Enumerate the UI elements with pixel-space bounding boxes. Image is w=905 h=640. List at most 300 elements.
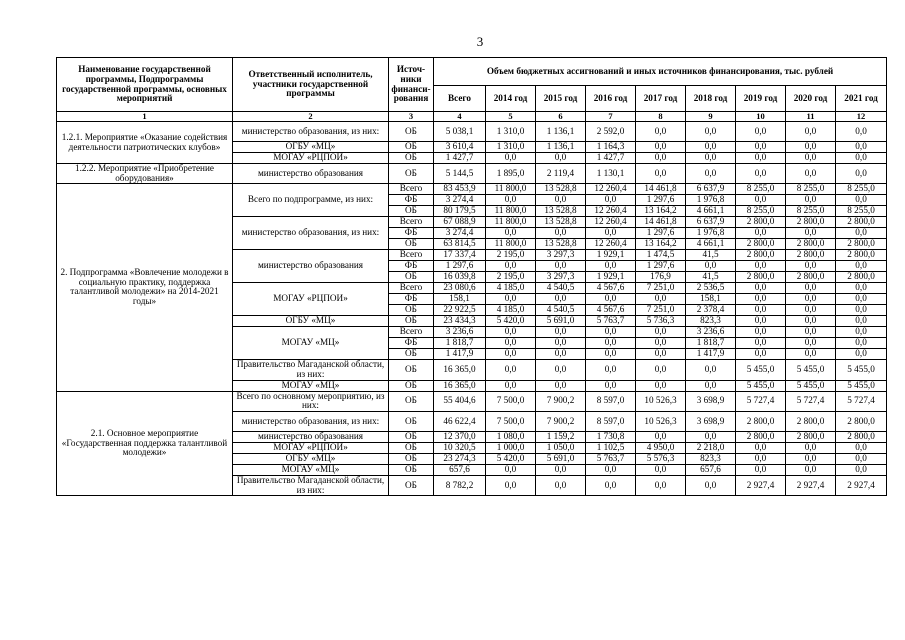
year-value-cell: 0,0: [536, 195, 586, 206]
column-index: 1: [57, 112, 233, 122]
year-value-cell: 8 597,0: [586, 411, 636, 431]
column-index: 12: [836, 112, 887, 122]
year-value-cell: 7 900,2: [536, 391, 586, 411]
year-value-cell: 41,5: [686, 272, 736, 283]
total-value-cell: 158,1: [434, 294, 486, 305]
year-value-cell: 5 455,0: [736, 360, 786, 380]
year-value-cell: 0,0: [586, 294, 636, 305]
executor-cell: министерство образования, из них:: [233, 217, 389, 250]
executor-cell: МОГАУ «МЦ»: [233, 327, 389, 360]
year-value-cell: 0,0: [686, 431, 736, 442]
year-value-cell: 1 130,1: [586, 164, 636, 184]
year-value-cell: 0,0: [736, 164, 786, 184]
year-value-cell: 0,0: [786, 327, 836, 338]
executor-cell: Всего по подпрограмме, из них:: [233, 184, 389, 217]
col-header-funding: Объем бюджетных ассигнований и иных источников финансирования, тыс. рублей: [434, 58, 887, 86]
source-cell: ОБ: [389, 411, 434, 431]
year-value-cell: 12 260,4: [586, 206, 636, 217]
source-cell: ОБ: [389, 305, 434, 316]
year-value-cell: 1 976,8: [686, 228, 736, 239]
year-value-cell: 0,0: [786, 261, 836, 272]
year-value-cell: 13 528,8: [536, 239, 586, 250]
total-value-cell: 657,6: [434, 464, 486, 475]
executor-cell: министерство образования: [233, 250, 389, 283]
source-cell: Всего: [389, 184, 434, 195]
total-value-cell: 1 818,7: [434, 338, 486, 349]
year-value-cell: 1 164,3: [586, 142, 636, 153]
year-value-cell: 2 927,4: [836, 475, 887, 495]
year-value-cell: 1 929,1: [586, 250, 636, 261]
executor-cell: МОГАУ «РЦПОИ»: [233, 442, 389, 453]
year-value-cell: 7 500,0: [486, 411, 536, 431]
table-row: [57, 164, 887, 184]
page-number: 3: [476, 34, 484, 49]
year-value-cell: 2 800,0: [786, 272, 836, 283]
year-value-cell: 0,0: [586, 349, 636, 360]
total-value-cell: 3 236,6: [434, 327, 486, 338]
year-value-cell: 0,0: [636, 327, 686, 338]
year-value-cell: 0,0: [786, 464, 836, 475]
year-value-cell: 7 251,0: [636, 283, 686, 294]
year-value-cell: 6 637,9: [686, 184, 736, 195]
year-value-cell: 12 260,4: [586, 239, 636, 250]
year-value-cell: 0,0: [536, 228, 586, 239]
year-value-cell: 0,0: [786, 442, 836, 453]
table-body: [57, 122, 887, 496]
year-value-cell: 0,0: [786, 338, 836, 349]
total-value-cell: 23 274,3: [434, 453, 486, 464]
col-header-year: 2021 год: [836, 86, 887, 112]
executor-cell: Правительство Магаданской области, из них:: [233, 360, 389, 380]
column-index: 2: [233, 112, 389, 122]
year-value-cell: 0,0: [586, 380, 636, 391]
source-cell: Всего: [389, 327, 434, 338]
source-cell: ФБ: [389, 261, 434, 272]
year-value-cell: 2 195,0: [486, 272, 536, 283]
col-header-program: Наименование государственной программы, Подпрограммы государственной программы, основных мероприятий: [57, 58, 233, 112]
year-value-cell: 0,0: [586, 475, 636, 495]
year-value-cell: 0,0: [836, 153, 887, 164]
year-value-cell: 5 736,3: [636, 316, 686, 327]
year-value-cell: 4 950,0: [636, 442, 686, 453]
total-value-cell: 5 038,1: [434, 122, 486, 142]
year-value-cell: 0,0: [536, 327, 586, 338]
year-value-cell: 14 461,8: [636, 184, 686, 195]
column-index: 6: [536, 112, 586, 122]
source-cell: ОБ: [389, 122, 434, 142]
year-value-cell: 0,0: [736, 442, 786, 453]
executor-cell: Правительство Магаданской области, из них:: [233, 475, 389, 495]
column-index: 3: [389, 112, 434, 122]
year-value-cell: 5 420,0: [486, 453, 536, 464]
year-value-cell: 1 080,0: [486, 431, 536, 442]
year-value-cell: 0,0: [636, 360, 686, 380]
year-value-cell: 0,0: [586, 464, 636, 475]
year-value-cell: 0,0: [636, 142, 686, 153]
year-value-cell: 0,0: [786, 349, 836, 360]
column-index-row: [57, 112, 887, 122]
total-value-cell: 23 434,3: [434, 316, 486, 327]
year-value-cell: 0,0: [736, 142, 786, 153]
year-value-cell: 5 455,0: [836, 380, 887, 391]
year-value-cell: 2 800,0: [836, 431, 887, 442]
year-value-cell: 0,0: [536, 360, 586, 380]
year-value-cell: 1 050,0: [536, 442, 586, 453]
year-value-cell: 0,0: [686, 475, 736, 495]
year-value-cell: 1 297,6: [636, 195, 686, 206]
executor-cell: ОГБУ «МЦ»: [233, 142, 389, 153]
year-value-cell: 0,0: [686, 261, 736, 272]
year-value-cell: 0,0: [786, 122, 836, 142]
year-value-cell: 8 255,0: [736, 184, 786, 195]
executor-cell: министерство образования, из них:: [233, 411, 389, 431]
year-value-cell: 7 900,2: [536, 411, 586, 431]
year-value-cell: 0,0: [536, 338, 586, 349]
source-cell: ОБ: [389, 464, 434, 475]
total-value-cell: 3 274,4: [434, 228, 486, 239]
year-value-cell: 0,0: [836, 164, 887, 184]
year-value-cell: 0,0: [486, 153, 536, 164]
year-value-cell: 2 927,4: [786, 475, 836, 495]
total-value-cell: 12 370,0: [434, 431, 486, 442]
year-value-cell: 5 420,0: [486, 316, 536, 327]
year-value-cell: 0,0: [786, 453, 836, 464]
year-value-cell: 13 164,2: [636, 206, 686, 217]
year-value-cell: 2 800,0: [786, 411, 836, 431]
source-cell: ОБ: [389, 164, 434, 184]
year-value-cell: 5 455,0: [786, 360, 836, 380]
year-value-cell: 5 691,0: [536, 453, 586, 464]
total-value-cell: 83 453,9: [434, 184, 486, 195]
col-header-source: Источ-ники финанси-рования: [389, 58, 434, 112]
year-value-cell: 5 727,4: [736, 391, 786, 411]
year-value-cell: 2 800,0: [786, 217, 836, 228]
year-value-cell: 0,0: [586, 360, 636, 380]
year-value-cell: 1 159,2: [536, 431, 586, 442]
year-value-cell: 4 661,1: [686, 206, 736, 217]
program-name-cell: 2.1. Основное мероприятие «Государственная поддержка талантливой молодежи»: [57, 391, 233, 496]
year-value-cell: 1 297,6: [636, 261, 686, 272]
year-value-cell: 3 297,3: [536, 250, 586, 261]
year-value-cell: 0,0: [586, 228, 636, 239]
year-value-cell: 5 763,7: [586, 316, 636, 327]
year-value-cell: 0,0: [536, 153, 586, 164]
year-value-cell: 0,0: [736, 261, 786, 272]
year-value-cell: 13 164,2: [636, 239, 686, 250]
year-value-cell: 0,0: [636, 122, 686, 142]
year-value-cell: 0,0: [736, 453, 786, 464]
budget-table: [56, 57, 887, 496]
year-value-cell: 0,0: [736, 349, 786, 360]
column-index: 11: [786, 112, 836, 122]
year-value-cell: 0,0: [736, 316, 786, 327]
total-value-cell: 22 922,5: [434, 305, 486, 316]
source-cell: ОБ: [389, 453, 434, 464]
executor-cell: министерство образования, из них:: [233, 122, 389, 142]
year-value-cell: 2 800,0: [736, 272, 786, 283]
year-value-cell: 0,0: [486, 261, 536, 272]
total-value-cell: 16 365,0: [434, 360, 486, 380]
executor-cell: Всего по основному мероприятию, из них:: [233, 391, 389, 411]
year-value-cell: 0,0: [736, 327, 786, 338]
year-value-cell: 3 698,9: [686, 391, 736, 411]
executor-cell: МОГАУ «РЦПОИ»: [233, 283, 389, 316]
year-value-cell: 2 800,0: [836, 239, 887, 250]
total-value-cell: 10 320,5: [434, 442, 486, 453]
year-value-cell: 2 119,4: [536, 164, 586, 184]
year-value-cell: 0,0: [686, 122, 736, 142]
column-index: 5: [486, 112, 536, 122]
year-value-cell: 0,0: [586, 195, 636, 206]
year-value-cell: 1 929,1: [586, 272, 636, 283]
year-value-cell: 5 455,0: [836, 360, 887, 380]
year-value-cell: 0,0: [836, 142, 887, 153]
year-value-cell: 2 218,0: [686, 442, 736, 453]
year-value-cell: 0,0: [836, 261, 887, 272]
executor-cell: ОГБУ «МЦ»: [233, 453, 389, 464]
year-value-cell: 0,0: [486, 475, 536, 495]
col-header-total: Всего: [434, 86, 486, 112]
source-cell: ОБ: [389, 391, 434, 411]
col-header-executor: Ответственный исполнитель, участники государственной программы: [233, 58, 389, 112]
year-value-cell: 2 800,0: [836, 411, 887, 431]
year-value-cell: 1 474,5: [636, 250, 686, 261]
year-value-cell: 11 800,0: [486, 184, 536, 195]
year-value-cell: 0,0: [586, 327, 636, 338]
col-header-year: 2019 год: [736, 86, 786, 112]
source-cell: ОБ: [389, 316, 434, 327]
year-value-cell: 0,0: [736, 153, 786, 164]
year-value-cell: 4 567,6: [586, 283, 636, 294]
total-value-cell: 23 080,6: [434, 283, 486, 294]
year-value-cell: 0,0: [786, 195, 836, 206]
year-value-cell: 0,0: [836, 316, 887, 327]
year-value-cell: 0,0: [636, 338, 686, 349]
source-cell: ОБ: [389, 239, 434, 250]
year-value-cell: 0,0: [786, 164, 836, 184]
total-value-cell: 55 404,6: [434, 391, 486, 411]
year-value-cell: 0,0: [636, 475, 686, 495]
year-value-cell: 7 500,0: [486, 391, 536, 411]
year-value-cell: 0,0: [836, 453, 887, 464]
year-value-cell: 0,0: [486, 464, 536, 475]
year-value-cell: 2 800,0: [736, 239, 786, 250]
year-value-cell: 0,0: [486, 349, 536, 360]
year-value-cell: 0,0: [786, 228, 836, 239]
year-value-cell: 176,9: [636, 272, 686, 283]
year-value-cell: 2 195,0: [486, 250, 536, 261]
year-value-cell: 0,0: [586, 261, 636, 272]
source-cell: ОБ: [389, 153, 434, 164]
year-value-cell: 0,0: [486, 327, 536, 338]
year-value-cell: 0,0: [636, 294, 686, 305]
source-cell: ОБ: [389, 272, 434, 283]
header-row: [57, 58, 887, 86]
year-value-cell: 0,0: [736, 464, 786, 475]
year-value-cell: 0,0: [536, 464, 586, 475]
year-value-cell: 0,0: [736, 122, 786, 142]
year-value-cell: 0,0: [536, 380, 586, 391]
year-value-cell: 823,3: [686, 453, 736, 464]
year-value-cell: 0,0: [686, 164, 736, 184]
source-cell: Всего: [389, 250, 434, 261]
year-value-cell: 1 417,9: [686, 349, 736, 360]
total-value-cell: 16 039,8: [434, 272, 486, 283]
table-row: [57, 184, 887, 195]
program-name-cell: 2. Подпрограмма «Вовлечение молодежи в социальную практику, поддержка талантливой молодежи» на 2014-2021 годы»: [57, 184, 233, 391]
source-cell: ОБ: [389, 380, 434, 391]
source-cell: Всего: [389, 283, 434, 294]
year-value-cell: 2 800,0: [836, 217, 887, 228]
year-value-cell: 8 255,0: [836, 206, 887, 217]
year-value-cell: 1 730,8: [586, 431, 636, 442]
year-value-cell: 4 567,6: [586, 305, 636, 316]
year-value-cell: 13 528,8: [536, 206, 586, 217]
source-cell: ОБ: [389, 142, 434, 153]
year-value-cell: 1 310,0: [486, 122, 536, 142]
year-value-cell: 0,0: [636, 349, 686, 360]
source-cell: ФБ: [389, 195, 434, 206]
source-cell: ФБ: [389, 294, 434, 305]
year-value-cell: 0,0: [786, 153, 836, 164]
year-value-cell: 2 800,0: [836, 272, 887, 283]
year-value-cell: 2 378,4: [686, 305, 736, 316]
year-value-cell: 2 800,0: [736, 411, 786, 431]
year-value-cell: 0,0: [786, 142, 836, 153]
year-value-cell: 1 136,1: [536, 122, 586, 142]
year-value-cell: 2 800,0: [786, 431, 836, 442]
col-header-year: 2020 год: [786, 86, 836, 112]
year-value-cell: 0,0: [636, 380, 686, 391]
year-value-cell: 0,0: [686, 360, 736, 380]
year-value-cell: 6 637,9: [686, 217, 736, 228]
source-cell: ОБ: [389, 431, 434, 442]
year-value-cell: 0,0: [636, 431, 686, 442]
year-value-cell: 0,0: [836, 349, 887, 360]
executor-cell: МОГАУ «МЦ»: [233, 380, 389, 391]
column-index: 9: [686, 112, 736, 122]
year-value-cell: 14 461,8: [636, 217, 686, 228]
source-cell: ОБ: [389, 475, 434, 495]
year-value-cell: 8 255,0: [786, 184, 836, 195]
year-value-cell: 1 976,8: [686, 195, 736, 206]
year-value-cell: 4 540,5: [536, 283, 586, 294]
year-value-cell: 0,0: [836, 338, 887, 349]
executor-cell: министерство образования: [233, 164, 389, 184]
year-value-cell: 0,0: [636, 153, 686, 164]
column-index: 4: [434, 112, 486, 122]
source-cell: ОБ: [389, 360, 434, 380]
year-value-cell: 11 800,0: [486, 217, 536, 228]
year-value-cell: 2 800,0: [736, 250, 786, 261]
year-value-cell: 0,0: [736, 294, 786, 305]
year-value-cell: 0,0: [786, 316, 836, 327]
year-value-cell: 0,0: [486, 228, 536, 239]
col-header-year: 2017 год: [636, 86, 686, 112]
year-value-cell: 0,0: [836, 464, 887, 475]
year-value-cell: 3 698,9: [686, 411, 736, 431]
year-value-cell: 5 763,7: [586, 453, 636, 464]
year-value-cell: 0,0: [786, 283, 836, 294]
year-value-cell: 1 818,7: [686, 338, 736, 349]
total-value-cell: 1 417,9: [434, 349, 486, 360]
year-value-cell: 2 536,5: [686, 283, 736, 294]
year-value-cell: 0,0: [736, 305, 786, 316]
year-value-cell: 10 526,3: [636, 411, 686, 431]
year-value-cell: 2 592,0: [586, 122, 636, 142]
total-value-cell: 46 622,4: [434, 411, 486, 431]
year-value-cell: 1 297,6: [636, 228, 686, 239]
year-value-cell: 0,0: [736, 338, 786, 349]
total-value-cell: 17 337,4: [434, 250, 486, 261]
table-row: [57, 122, 887, 142]
total-value-cell: 80 179,5: [434, 206, 486, 217]
source-cell: ФБ: [389, 338, 434, 349]
total-value-cell: 67 088,9: [434, 217, 486, 228]
year-value-cell: 8 255,0: [836, 184, 887, 195]
program-name-cell: 1.2.1. Мероприятие «Оказание содействия деятельности патриотических клубов»: [57, 122, 233, 164]
total-value-cell: 3 610,4: [434, 142, 486, 153]
year-value-cell: 2 800,0: [836, 250, 887, 261]
year-value-cell: 8 255,0: [786, 206, 836, 217]
year-value-cell: 0,0: [786, 305, 836, 316]
total-value-cell: 1 297,6: [434, 261, 486, 272]
year-value-cell: 0,0: [486, 195, 536, 206]
year-value-cell: 0,0: [536, 294, 586, 305]
total-value-cell: 5 144,5: [434, 164, 486, 184]
total-value-cell: 63 814,5: [434, 239, 486, 250]
year-value-cell: 5 727,4: [786, 391, 836, 411]
source-cell: ОБ: [389, 206, 434, 217]
year-value-cell: 5 727,4: [836, 391, 887, 411]
total-value-cell: 8 782,2: [434, 475, 486, 495]
year-value-cell: 0,0: [486, 380, 536, 391]
year-value-cell: 0,0: [686, 142, 736, 153]
year-value-cell: 10 526,3: [636, 391, 686, 411]
year-value-cell: 0,0: [536, 261, 586, 272]
year-value-cell: 2 800,0: [786, 250, 836, 261]
col-header-year: 2018 год: [686, 86, 736, 112]
year-value-cell: 0,0: [786, 294, 836, 305]
year-value-cell: 0,0: [536, 475, 586, 495]
year-value-cell: 8 597,0: [586, 391, 636, 411]
source-cell: Всего: [389, 217, 434, 228]
year-value-cell: 4 540,5: [536, 305, 586, 316]
year-value-cell: 158,1: [686, 294, 736, 305]
year-value-cell: 5 455,0: [786, 380, 836, 391]
year-value-cell: 0,0: [836, 283, 887, 294]
year-value-cell: 4 185,0: [486, 283, 536, 294]
executor-cell: МОГАУ «РЦПОИ»: [233, 153, 389, 164]
year-value-cell: 657,6: [686, 464, 736, 475]
source-cell: ОБ: [389, 349, 434, 360]
year-value-cell: 1 310,0: [486, 142, 536, 153]
year-value-cell: 0,0: [836, 305, 887, 316]
year-value-cell: 8 255,0: [736, 206, 786, 217]
program-name-cell: 1.2.2. Мероприятие «Приобретение оборудования»: [57, 164, 233, 184]
year-value-cell: 12 260,4: [586, 217, 636, 228]
year-value-cell: 5 576,3: [636, 453, 686, 464]
column-index: 8: [636, 112, 686, 122]
column-index: 10: [736, 112, 786, 122]
year-value-cell: 0,0: [586, 338, 636, 349]
year-value-cell: 13 528,8: [536, 184, 586, 195]
year-value-cell: 1 102,5: [586, 442, 636, 453]
year-value-cell: 0,0: [636, 164, 686, 184]
year-value-cell: 1 000,0: [486, 442, 536, 453]
year-value-cell: 0,0: [836, 442, 887, 453]
year-value-cell: 4 661,1: [686, 239, 736, 250]
